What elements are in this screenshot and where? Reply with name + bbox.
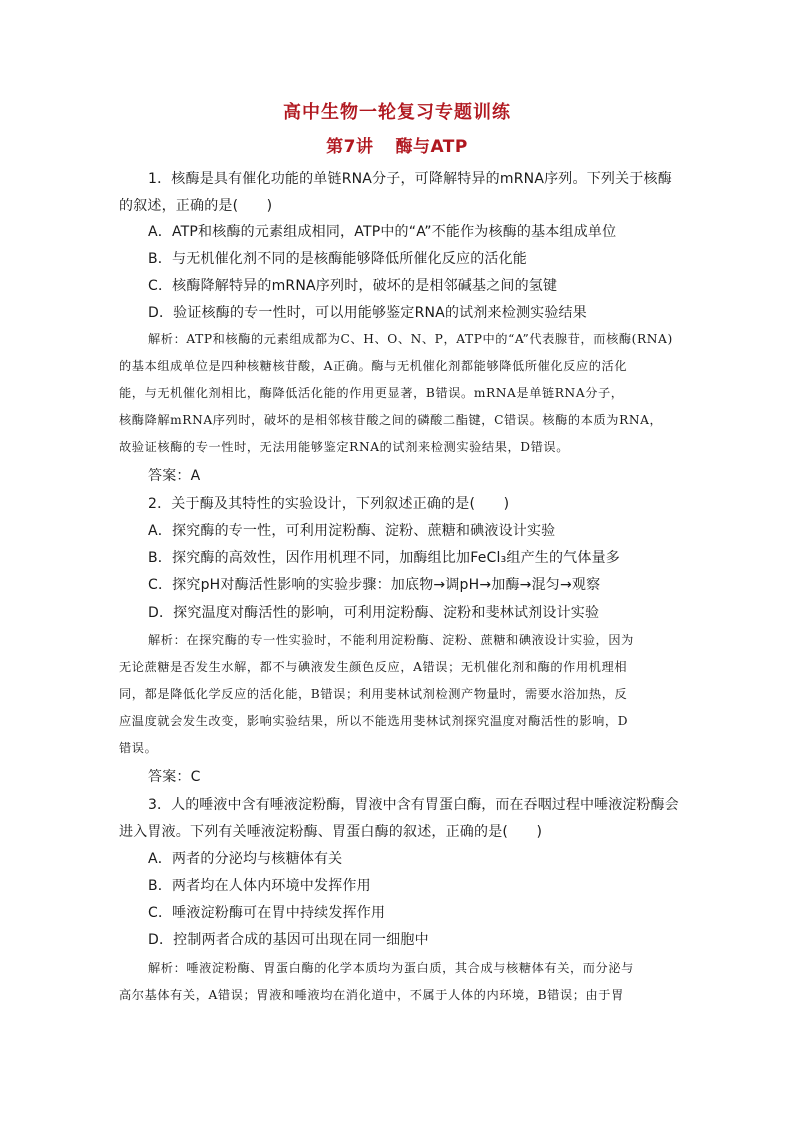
q2-answer: 答案：C (148, 769, 201, 785)
q3-explanation-line-2: 高尔基体有关，A错误；胃液和唾液均在消化道中，不属于人体的内环境，B错误；由于胃 (119, 988, 624, 1002)
q2-explanation-line-1: 解析：在探究酶的专一性实验时，不能利用淀粉酶、淀粉、蔗糖和碘液设计实验，因为 (148, 633, 634, 647)
q1-option-a: A．ATP和核酶的元素组成相同，ATP中的“A”不能作为核酶的基本组成单位 (148, 224, 617, 240)
q1-explanation-line-5: 故验证核酶的专一性时，无法用能够鉴定RNA的试剂来检测实验结果，D错误。 (119, 440, 570, 454)
q2-explanation-line-3: 同，都是降低化学反应的活化能，B错误；利用斐林试剂检测产物量时，需要水浴加热，反 (119, 687, 628, 701)
q1-explanation-line-3: 能，与无机催化剂相比，酶降低活化能的作用更显著，B错误。mRNA是单链RNA分子， (119, 386, 624, 400)
q3-explanation-line-1: 解析：唾液淀粉酶、胃蛋白酶的化学本质均为蛋白质，其合成与核糖体有关，而分泌与 (148, 961, 634, 975)
q1-explanation-line-4: 核酶降解mRNA序列时，破坏的是相邻核苷酸之间的磷酸二酯键，C错误。核酶的本质为RNA， (119, 413, 663, 427)
lesson-topic: 酶与ATP (395, 137, 468, 157)
q3-option-c: C．唾液淀粉酶可在胃中持续发挥作用 (148, 905, 386, 921)
q1-explanation-line-1: 解析：ATP和核酶的元素组成都为C、H、O、N、P，ATP中的“A”代表腺苷，而核酶(RNA) (148, 332, 673, 346)
q3-stem-line-1: 3．人的唾液中含有唾液淀粉酶，胃液中含有胃蛋白酶，而在吞咽过程中唾液淀粉酶会 (148, 797, 679, 813)
q3-option-b: B．两者均在人体内环境中发挥作用 (148, 878, 371, 894)
q1-answer: 答案：A (148, 468, 201, 484)
lesson-heading (0, 132, 794, 157)
q2-explanation-line-2: 无论蔗糖是否发生水解，都不与碘液发生颜色反应，A错误；无机催化剂和酶的作用机理相 (119, 660, 628, 674)
q2-option-a: A．探究酶的专一性，可利用淀粉酶、淀粉、蔗糖和碘液设计实验 (148, 523, 556, 539)
lesson-number: 第7讲 (326, 137, 374, 157)
q1-stem-line-2: 的叙述，正确的是( ) (119, 198, 273, 214)
q1-option-c: C．核酶降解特异的mRNA序列时，破坏的是相邻碱基之间的氢键 (148, 278, 558, 294)
q1-option-b: B．与无机催化剂不同的是核酶能够降低所催化反应的活化能 (148, 251, 528, 267)
q2-option-d: D．探究温度对酶活性的影响，可利用淀粉酶、淀粉和斐林试剂设计实验 (148, 605, 600, 621)
q2-explanation-line-4: 应温度就会发生改变，影响实验结果，所以不能选用斐林试剂探究温度对酶活性的影响，D (119, 714, 629, 728)
q3-stem-line-2: 进入胃液。下列有关唾液淀粉酶、胃蛋白酶的叙述，正确的是( ) (119, 824, 543, 840)
q2-option-c: C．探究pH对酶活性影响的实验步骤：加底物→调pH→加酶→混匀→观察 (148, 577, 601, 593)
q1-explanation-line-2: 的基本组成单位是四种核糖核苷酸，A正确。酶与无机催化剂都能够降低所催化反应的活化 (119, 359, 628, 373)
q1-option-d: D．验证核酶的专一性时，可以用能够鉴定RNA的试剂来检测实验结果 (148, 305, 587, 321)
q2-explanation-line-5: 错误。 (119, 741, 158, 755)
q2-option-b: B．探究酶的高效性，因作用机理不同，加酶组比加FeCl₃组产生的气体量多 (148, 550, 620, 566)
q3-option-d: D．控制两者合成的基因可出现在同一细胞中 (148, 932, 429, 948)
q1-stem-line-1: 1．核酶是具有催化功能的单链RNA分子，可降解特异的mRNA序列。下列关于核酶 (148, 171, 672, 187)
document-title: 高中生物一轮复习专题训练 (283, 102, 511, 123)
q2-stem-line-1: 2．关于酶及其特性的实验设计，下列叙述正确的是( ) (148, 496, 510, 512)
q3-option-a: A．两者的分泌均与核糖体有关 (148, 851, 343, 867)
